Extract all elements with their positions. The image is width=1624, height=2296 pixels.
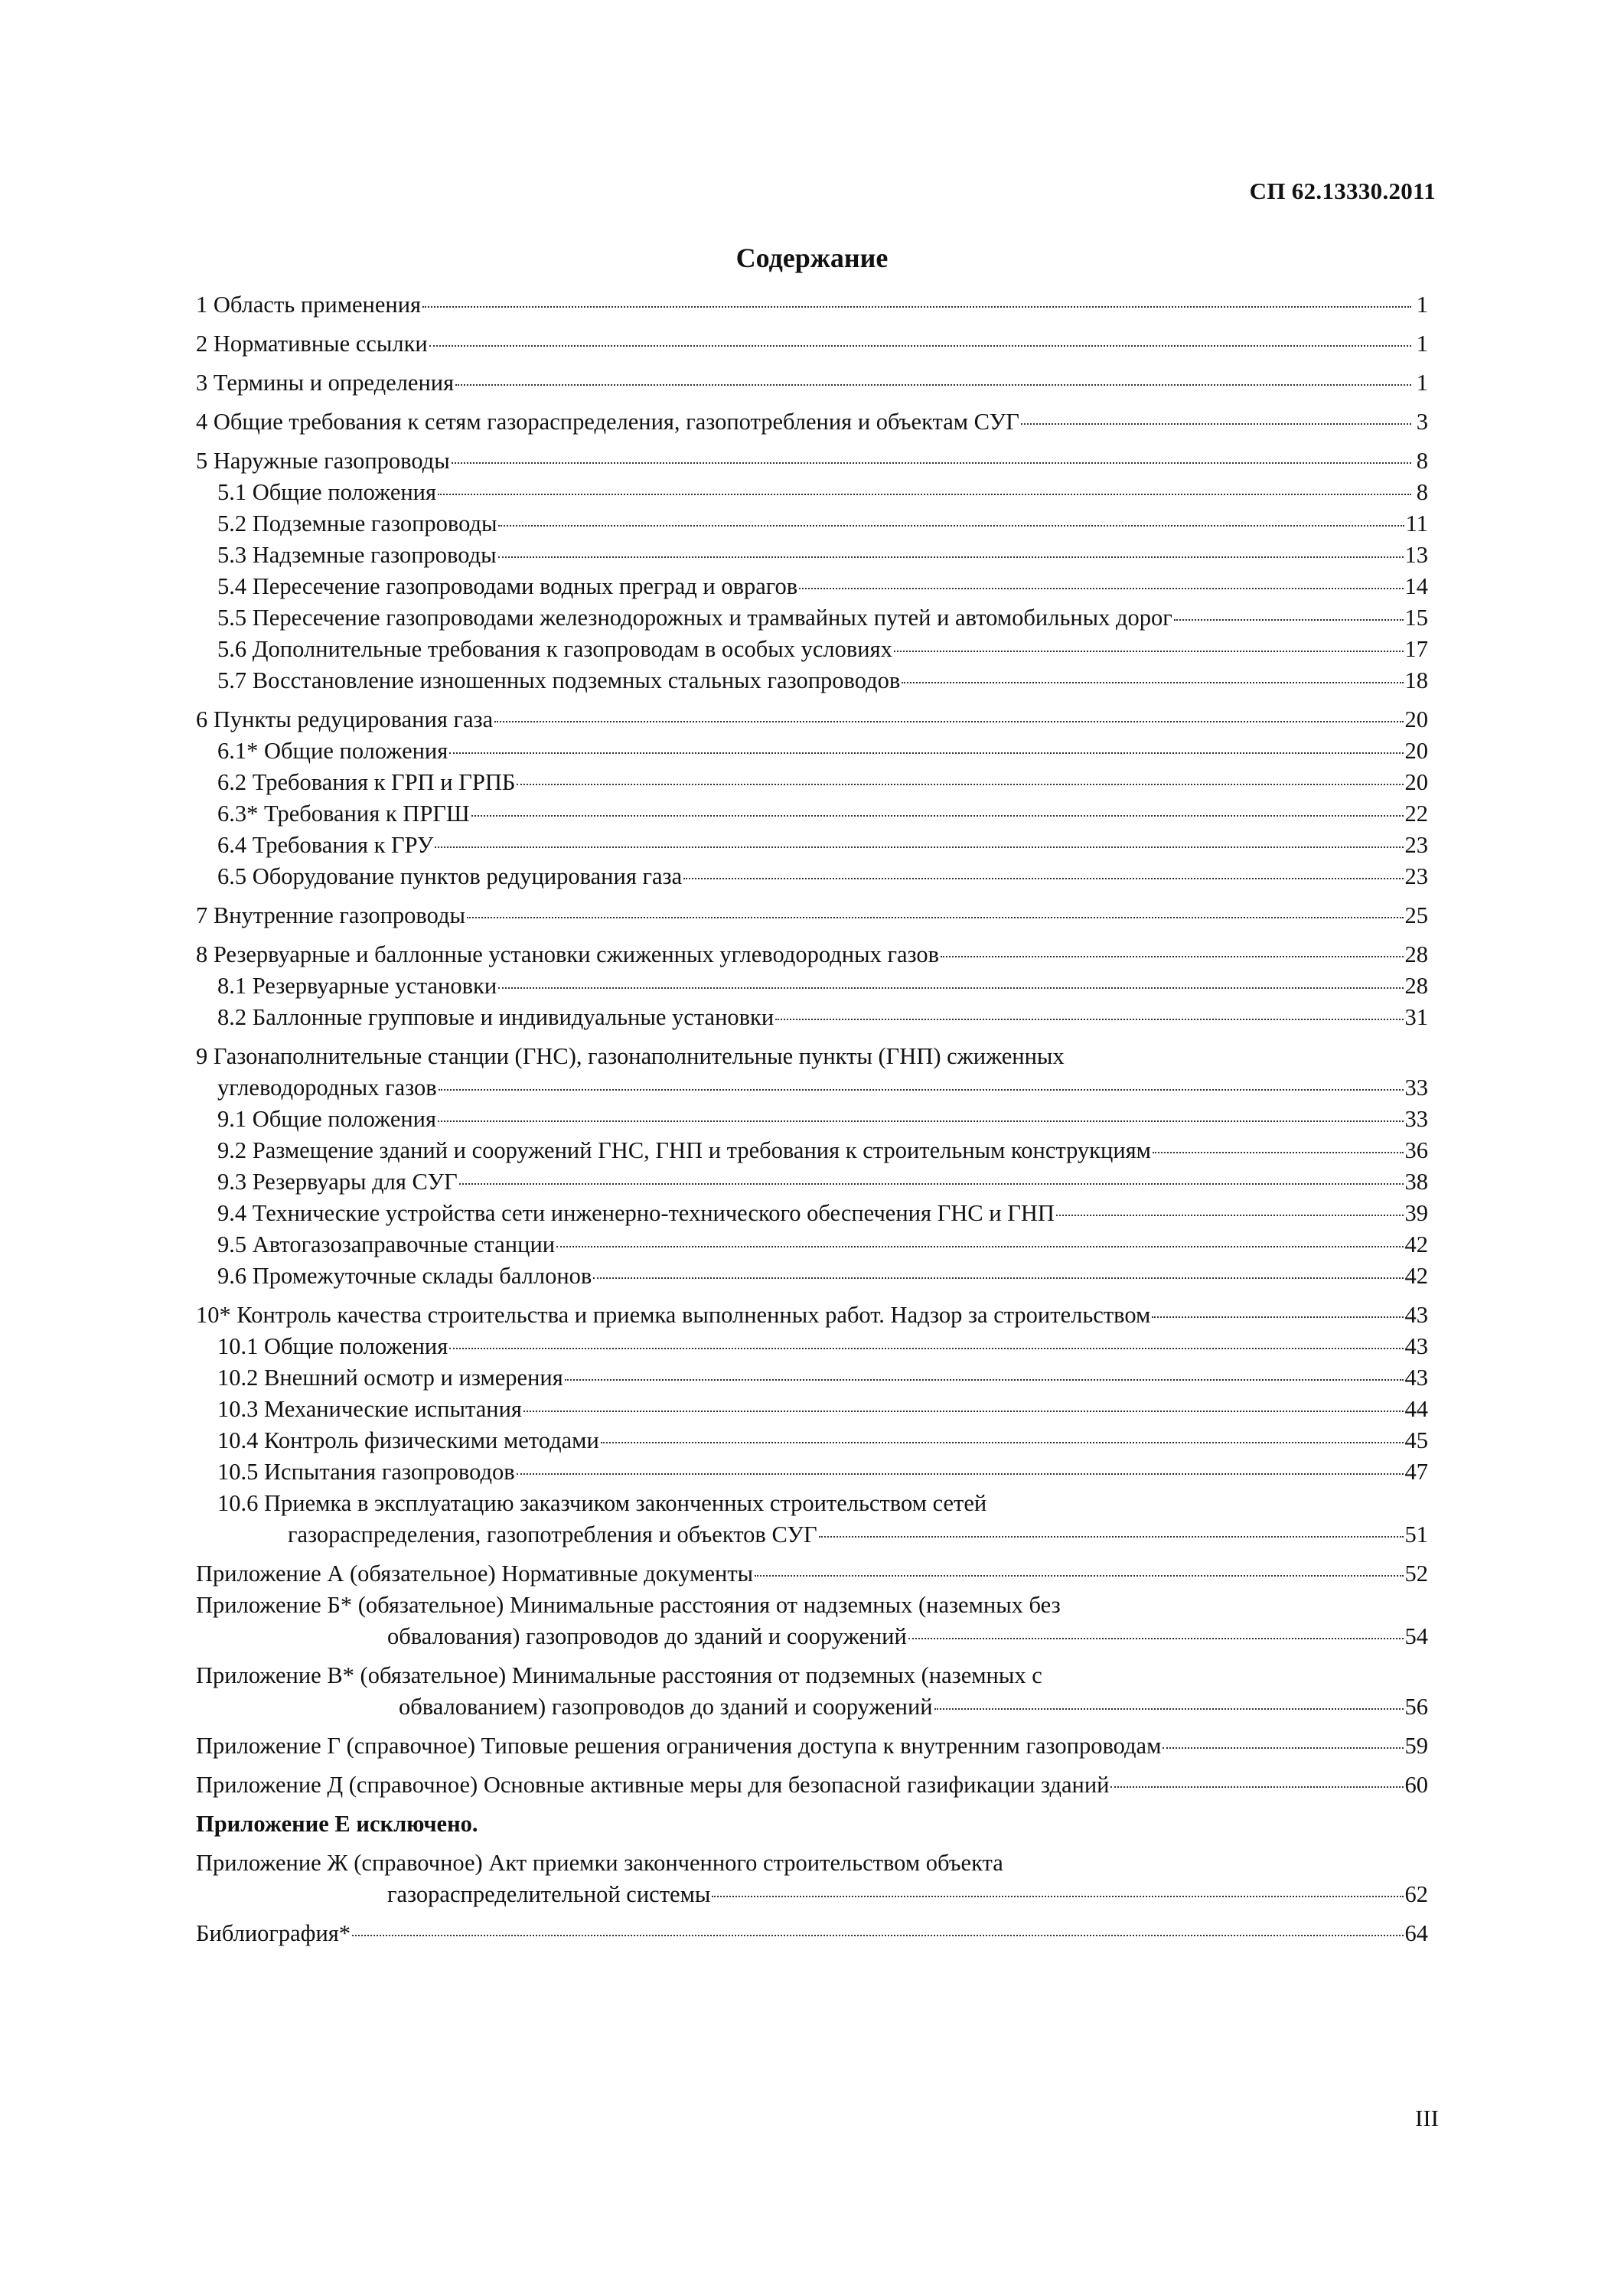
toc-leader-dots	[449, 1348, 1403, 1349]
toc-subentry[interactable]	[196, 477, 1428, 508]
toc-bibliography-entry[interactable]	[196, 1918, 1428, 1949]
toc-appendix-entry[interactable]	[196, 1621, 1428, 1652]
toc-leader-dots	[683, 878, 1403, 879]
toc-entry-title: Приложение Г (справочное) Типовые решения ограничения доступа к внутренним газопроводам	[196, 1733, 1162, 1759]
toc-leader-dots	[517, 784, 1403, 785]
toc-entry-page: 22	[1404, 801, 1428, 827]
toc-leader-dots	[799, 588, 1403, 589]
toc-entry-title: 6.3* Требования к ПРГШ	[217, 801, 470, 827]
toc-subentry[interactable]	[196, 1002, 1428, 1033]
toc-entry-page: 62	[1404, 1881, 1428, 1907]
toc-entry-page: 51	[1404, 1521, 1428, 1548]
toc-leader-dots	[498, 525, 1404, 527]
toc-entry-title: 9.3 Резервуары для СУГ	[217, 1169, 458, 1195]
toc-entry-title: 5.6 Дополнительные требования к газопроводам в особых условиях	[217, 636, 892, 662]
toc-entry-title: 9.6 Промежуточные склады баллонов	[217, 1263, 592, 1289]
toc-subentry[interactable]	[196, 602, 1428, 634]
toc-leader-dots	[498, 987, 1403, 989]
toc-leader-dots	[352, 1935, 1403, 1936]
toc-subentry[interactable]	[196, 1394, 1428, 1425]
toc-entry-title: 5.4 Пересечение газопроводами водных преград и оврагов	[217, 573, 798, 599]
toc-entry-page: 44	[1404, 1396, 1428, 1422]
toc-entry-title: 10.3 Механические испытания	[217, 1396, 522, 1422]
toc-subentry[interactable]	[196, 540, 1428, 571]
toc-appendix-entry[interactable]	[196, 1879, 1428, 1910]
toc-entry-page: 20	[1404, 738, 1428, 764]
toc-entry-title: газораспределительной системы	[387, 1881, 711, 1907]
toc-appendix-entry[interactable]	[196, 1691, 1428, 1723]
toc-leader-dots	[523, 1411, 1404, 1412]
toc-entry-title: 9.4 Технические устройства сети инженерно-технического обеспечения ГНС и ГНП	[217, 1200, 1055, 1226]
toc-subentry[interactable]	[196, 1104, 1428, 1135]
toc-subentry[interactable]	[196, 1331, 1428, 1362]
page-number: III	[1415, 2105, 1439, 2131]
toc-subentry[interactable]	[196, 1456, 1428, 1488]
toc-entry-page: 1	[1416, 331, 1428, 357]
toc-leader-dots	[908, 1638, 1404, 1639]
toc-leader-dots	[1163, 1747, 1403, 1749]
toc-entry[interactable]	[196, 406, 1428, 438]
toc-entry[interactable]	[196, 939, 1428, 970]
toc-entry-page: 43	[1404, 1302, 1428, 1328]
toc-entry-title: 9.2 Размещение зданий и сооружений ГНС, ГНП и требования к строительным конструкциям	[217, 1137, 1151, 1163]
toc-entry-title: 9.1 Общие положения	[217, 1106, 437, 1132]
toc-entry-title: 5.7 Восстановление изношенных подземных стальных газопроводов	[217, 667, 901, 693]
document-code: СП 62.13330.2011	[1249, 178, 1436, 204]
toc-leader-dots	[565, 1379, 1404, 1381]
toc-entry-title: 10* Контроль качества строительства и приемка выполненных работ. Надзор за строительством	[196, 1302, 1151, 1328]
toc-entry-page: 52	[1404, 1561, 1428, 1587]
toc-subentry[interactable]	[196, 1229, 1428, 1261]
toc-title: Содержание	[735, 243, 889, 273]
toc-entry-title: 5.5 Пересечение газопроводами железнодорожных и трамвайных путей и автомобильных дорог	[217, 605, 1172, 631]
toc-entry-page: 59	[1404, 1733, 1428, 1759]
toc-entry-page: 17	[1404, 636, 1428, 662]
toc-leader-dots	[494, 721, 1403, 722]
toc-entry-first-line: Приложение Ж (справочное) Акт приемки законченного строительством объекта	[196, 1850, 1003, 1876]
toc-entry-title: 8.2 Баллонные групповые и индивидуальные установки	[217, 1004, 774, 1030]
toc-leader-dots	[439, 1089, 1404, 1091]
toc-entry-page: 18	[1404, 667, 1428, 693]
toc-entry-title: 10.2 Внешний осмотр и измерения	[217, 1365, 563, 1391]
toc-leader-dots	[422, 306, 1411, 308]
toc-entry-title: 10.1 Общие положения	[217, 1333, 448, 1359]
toc-entry-page: 56	[1404, 1694, 1428, 1720]
toc-entry-first-line: Приложение В* (обязательное) Минимальные расстояния от подземных (наземных с	[196, 1662, 1042, 1688]
toc-subentry[interactable]	[196, 1261, 1428, 1292]
toc-leader-dots	[429, 345, 1411, 347]
toc-entry-page: 8	[1416, 479, 1428, 505]
toc-entry-page: 28	[1404, 973, 1428, 999]
toc-leader-dots	[934, 1708, 1404, 1710]
toc-entry-first-line: 9 Газонаполнительные станции (ГНС), газонаполнительные пункты (ГНП) сжиженных	[196, 1043, 1065, 1069]
toc-leader-dots	[459, 1183, 1404, 1185]
toc-subentry[interactable]	[196, 1135, 1428, 1166]
toc-entry-page: 64	[1404, 1920, 1428, 1946]
toc-entry-page: 33	[1404, 1075, 1428, 1101]
toc-subentry[interactable]	[196, 508, 1428, 540]
toc-entry-title: 5 Наружные газопроводы	[196, 448, 450, 474]
toc-entry[interactable]	[196, 445, 1428, 477]
toc-entry-title: 10.5 Испытания газопроводов	[217, 1459, 515, 1485]
toc-leader-dots	[941, 956, 1403, 957]
toc-appendix-entry[interactable]	[196, 1558, 1428, 1590]
toc-entry-title: 6.4 Требования к ГРУ	[217, 832, 434, 858]
toc-leader-dots	[452, 462, 1411, 464]
toc-subentry[interactable]	[196, 1519, 1428, 1551]
toc-entry-page: 31	[1404, 1004, 1428, 1030]
toc-appendix-entry[interactable]	[196, 1730, 1428, 1762]
toc-entry-page: 13	[1404, 542, 1428, 568]
toc-leader-dots	[755, 1575, 1403, 1577]
toc-entry-title: Приложение А (обязательное) Нормативные документы	[196, 1561, 754, 1587]
toc-entry[interactable]	[196, 704, 1428, 735]
toc-leader-dots	[556, 1246, 1403, 1247]
toc-leader-dots	[435, 846, 1403, 848]
toc-leader-dots	[471, 815, 1404, 817]
toc-entry-page: 33	[1404, 1106, 1428, 1132]
toc-leader-dots	[438, 494, 1411, 495]
toc-entry-page: 20	[1404, 706, 1428, 732]
toc-excluded-appendix: Приложение Е исключено.	[196, 1811, 478, 1837]
toc-entry[interactable]	[196, 328, 1428, 360]
toc-subentry[interactable]	[196, 830, 1428, 861]
toc-entry-title: 9.5 Автогазозаправочные станции	[217, 1231, 556, 1257]
toc-entry-page: 43	[1404, 1365, 1428, 1391]
toc-appendix-entry[interactable]	[196, 1769, 1428, 1801]
toc-subentry[interactable]	[196, 1425, 1428, 1456]
toc-entry-title: 7 Внутренние газопроводы	[196, 902, 465, 928]
toc-leader-dots	[601, 1442, 1404, 1443]
toc-entry-page: 42	[1404, 1263, 1428, 1289]
toc-entry-page: 42	[1404, 1231, 1428, 1257]
toc-entry-title: Приложение Д (справочное) Основные активные меры для безопасной газификации зданий	[196, 1772, 1110, 1798]
toc-leader-dots	[593, 1277, 1403, 1279]
toc-entry-title: 8 Резервуарные и баллонные установки сжиженных углеводородных газов	[196, 941, 940, 967]
toc-entry-page: 14	[1404, 573, 1428, 599]
toc-entry-title: углеводородных газов	[217, 1075, 437, 1101]
toc-entry-page: 11	[1405, 510, 1428, 536]
toc-entry-page: 28	[1404, 941, 1428, 967]
toc-entry-title: 6 Пункты редуцирования газа	[196, 706, 494, 732]
toc-entry-title: Библиография*	[196, 1920, 351, 1946]
toc-leader-dots	[498, 556, 1404, 558]
toc-entry-first-line: 10.6 Приемка в эксплуатацию заказчиком законченных строительством сетей	[217, 1490, 987, 1516]
toc-leader-dots	[455, 384, 1411, 386]
toc-entry-page: 36	[1404, 1137, 1428, 1163]
toc-entry[interactable]	[196, 289, 1428, 321]
toc-leader-dots	[1056, 1215, 1404, 1216]
toc-entry-title: 8.1 Резервуарные установки	[217, 973, 497, 999]
toc-subentry[interactable]	[196, 767, 1428, 798]
toc-subentry[interactable]	[196, 1166, 1428, 1198]
toc-entry-page: 20	[1404, 769, 1428, 795]
toc-subentry[interactable]	[196, 861, 1428, 892]
toc-subentry[interactable]	[196, 1198, 1428, 1229]
table-of-contents	[196, 289, 1428, 1949]
toc-entry-title: 5.1 Общие положения	[217, 479, 437, 505]
toc-entry-page: 1	[1416, 292, 1428, 318]
toc-subentry[interactable]	[196, 571, 1428, 602]
toc-leader-dots	[517, 1473, 1404, 1475]
toc-entry-title: 6.2 Требования к ГРП и ГРПБ	[217, 769, 516, 795]
toc-entry-title: обвалованием) газопроводов до зданий и сооружений	[399, 1694, 933, 1720]
toc-entry-page: 8	[1416, 448, 1428, 474]
toc-leader-dots	[894, 651, 1404, 652]
toc-leader-dots	[438, 1120, 1403, 1122]
toc-subentry[interactable]	[196, 1362, 1428, 1394]
toc-entry[interactable]	[196, 367, 1428, 399]
toc-entry-title: обвалования) газопроводов до зданий и сооружений	[387, 1623, 907, 1649]
toc-entry-title: 1 Область применения	[196, 292, 422, 318]
toc-entry-page: 60	[1404, 1772, 1428, 1798]
toc-entry-page: 38	[1404, 1169, 1428, 1195]
toc-leader-dots	[1152, 1316, 1403, 1318]
toc-entry-first-line: Приложение Б* (обязательное) Минимальные расстояния от надземных (наземных без	[196, 1592, 1061, 1618]
toc-entry-page: 1	[1416, 370, 1428, 396]
toc-subentry[interactable]	[196, 665, 1428, 696]
toc-entry-page: 43	[1404, 1333, 1428, 1359]
toc-entry-page: 54	[1404, 1623, 1428, 1649]
toc-leader-dots	[1153, 1152, 1404, 1153]
toc-leader-dots	[1021, 423, 1411, 425]
toc-entry-page: 23	[1404, 863, 1428, 889]
toc-leader-dots	[467, 917, 1404, 918]
toc-leader-dots	[775, 1019, 1403, 1020]
toc-entry-title: 6.5 Оборудование пунктов редуцирования газа	[217, 863, 683, 889]
toc-subentry[interactable]	[196, 634, 1428, 665]
toc-entry[interactable]	[196, 900, 1428, 931]
toc-leader-dots	[819, 1536, 1404, 1538]
toc-entry-page: 47	[1404, 1459, 1428, 1485]
toc-entry-title: 5.2 Подземные газопроводы	[217, 510, 497, 536]
toc-leader-dots	[712, 1896, 1403, 1897]
toc-entry-page: 15	[1404, 605, 1428, 631]
toc-entry-title: газораспределения, газопотребления и объектов СУГ	[288, 1521, 817, 1548]
toc-entry-page: 39	[1404, 1200, 1428, 1226]
toc-entry-title: 2 Нормативные ссылки	[196, 331, 428, 357]
toc-subentry[interactable]	[196, 970, 1428, 1002]
toc-entry-title: 4 Общие требования к сетям газораспределения, газопотребления и объектам СУГ	[196, 409, 1019, 435]
toc-entry-page: 23	[1404, 832, 1428, 858]
toc-entry-title: 5.3 Надземные газопроводы	[217, 542, 497, 568]
toc-entry-page: 25	[1404, 902, 1428, 928]
toc-subentry[interactable]	[196, 735, 1428, 767]
toc-leader-dots	[449, 752, 1403, 754]
toc-entry-title: 6.1* Общие положения	[217, 738, 448, 764]
toc-entry-page: 3	[1416, 409, 1428, 435]
toc-subentry[interactable]	[196, 798, 1428, 830]
toc-entry-title: 3 Термины и определения	[196, 370, 455, 396]
toc-entry[interactable]	[196, 1072, 1428, 1104]
toc-leader-dots	[1110, 1786, 1403, 1788]
toc-leader-dots	[1174, 619, 1404, 621]
toc-entry-page: 45	[1404, 1427, 1428, 1453]
toc-entry-title: 10.4 Контроль физическими методами	[217, 1427, 599, 1453]
toc-entry[interactable]	[196, 1300, 1428, 1331]
toc-leader-dots	[902, 682, 1403, 683]
